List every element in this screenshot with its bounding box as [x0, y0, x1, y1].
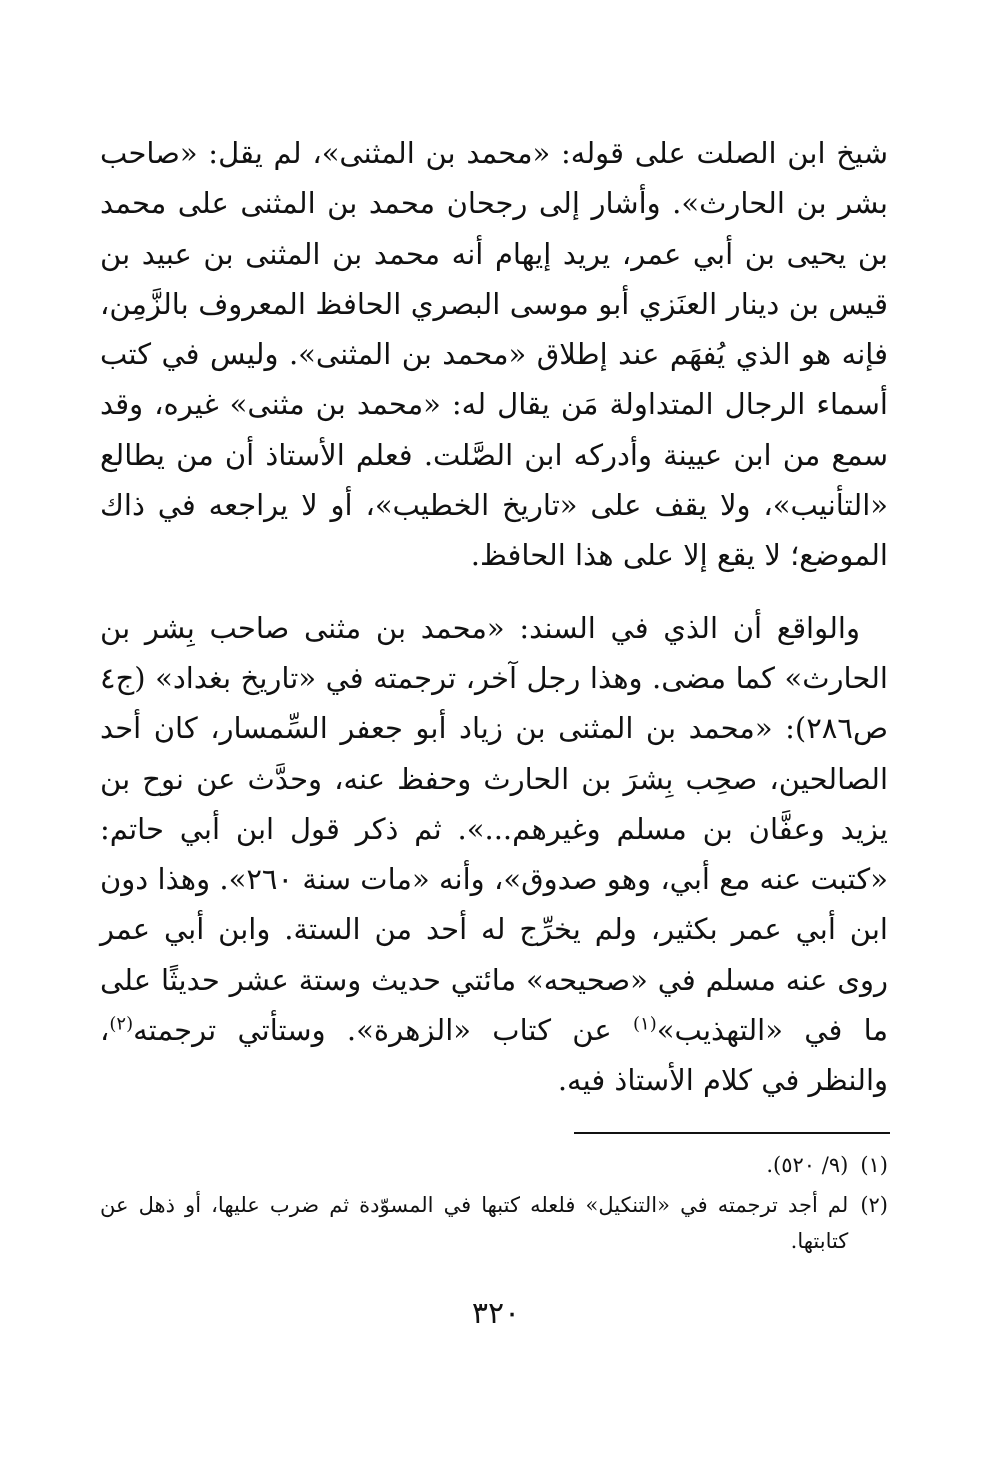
footnote-1 [100, 1147, 888, 1183]
footnotes [100, 1147, 888, 1263]
main-text [100, 128, 888, 1106]
paragraph-1: شيخ ابن الصلت على قوله: «محمد بن المثنى»، لم يقل: «صاحب بشر بن الحارث». وأشار إلى رجحان محمد بن المثنى على محمد بن يحيى بن أبي عمر، يريد إيهام أنه محمد بن المثنى بن عبيد بن قيس بن دينار العنَزي أبو موسى البصري الحافظ المعروف بالزَّمِن، فإنه هو الذي يُفهَم عند إطلاق «محمد بن المثنى». وليس في كتب أسماء الرجال المتداولة مَن يقال له: «محمد بن مثنى» غيره، وقد سمع من ابن عيينة وأدركه ابن الصَّلت. فعلم الأستاذ أن من يطالع «التأنيب»، ولا يقف على «تاريخ الخطيب»، أو لا يراجعه في ذاك الموضع؛ لا يقع إلا على هذا الحافظ. [100, 136, 888, 573]
footnote-text: لم أجد ترجمته في «التنكيل» فلعله كتبها في المسوّدة ثم ضرب عليها، أو ذهل عن كتابتها. [100, 1193, 849, 1253]
footnote-ref-1[interactable]: (١) [632, 1013, 657, 1035]
footnote-divider [574, 1132, 890, 1134]
footnote-number: (١) [860, 1153, 888, 1177]
paragraph-2-end: ، والنظر في كلام الأستاذ فيه. [100, 1013, 888, 1098]
paragraph-2 [100, 603, 888, 1106]
footnote-text: (٩/ ٥٢٠). [766, 1153, 849, 1177]
page-number: ٣٢٠ [471, 1296, 521, 1331]
paragraph-2-middle: عن كتاب «الزهرة». وستأتي ترجمته [133, 1013, 633, 1048]
footnote-ref-2[interactable]: (٢) [109, 1013, 134, 1035]
footnote-number: (٢) [860, 1193, 888, 1217]
footnote-2 [100, 1187, 888, 1259]
paragraph-2-text: والواقع أن الذي في السند: «محمد بن مثنى صاحب بِشر بن الحارث» كما مضى. وهذا رجل آخر، ترجمته في «تاريخ بغداد» (ج٤ ص٢٨٦): «محمد بن المثنى بن زياد أبو جعفر السِّمسار، كان أحد الصالحين، صحِب بِشرَ بن الحارث وحفظ عنه، وحدَّث عن نوح بن يزيد وعفَّان بن مسلم وغيرهم...». ثم ذكر قول ابن أبي حاتم: «كتبت عنه مع أبي، وهو صدوق»، وأنه «مات سنة ٢٦٠». وهذا دون ابن أبي عمر بكثير، ولم يخرِّج له أحد من الستة. وابن أبي عمر روى عنه مسلم في «صحيحه» مائتي حديث وستة عشر حديثًا على ما في «التهذيب» [100, 610, 888, 1048]
